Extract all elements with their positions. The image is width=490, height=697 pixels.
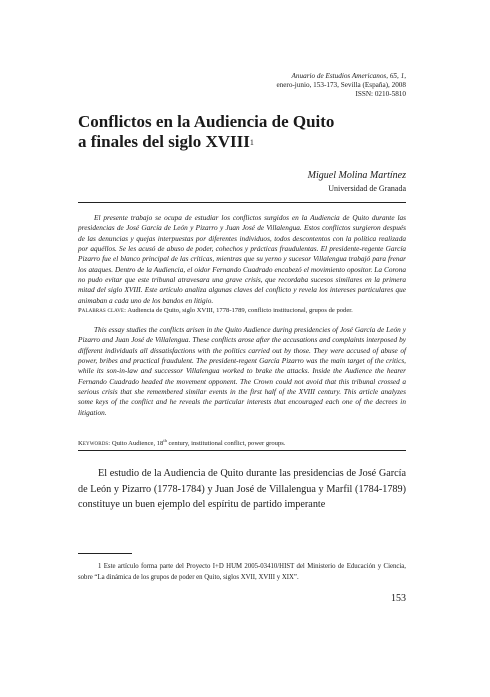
footnote-rule: [78, 553, 132, 554]
keywords-text: Audiencia de Quito, siglo XVIII, 1778-1789, conflicto institucional, grupos de poder.: [127, 307, 353, 314]
abstract-english: This essay studies the conflicts arisen in the Quito Audience during presidencies of José García de León y Pizarro and Juan José de Villalengua. These conflicts arose after the accusations and complaints interposed by different individuals all dissatisfactions with the politics carried out by those. They were accused of abuse of power, bribes and practical fraudulent. The president-regent García Pizarro was the main target of the critics, while its son-in-law and successor Villalengua worked to brake the attacks. Inside the Audience the hearer Fernando Cuadrado headed the movement opponent. The Crown could not avoid that this tribunal crossed a serious crisis that she remembered similar events in the first half of the XVIII century. This article analyzes some keys of the conflict and he reveals the particular interests that encouraged each one of the decrees in litigation.: [78, 325, 406, 417]
author-affiliation: Universidad de Granada: [328, 184, 406, 193]
footnote-marker[interactable]: 1: [249, 138, 254, 147]
keywords-label: Keywords:: [78, 440, 111, 448]
keywords-label: Palabras clave:: [78, 307, 127, 314]
body-paragraph: El estudio de la Audiencia de Quito durante las presidencias de José García de León y Pizarro (1778-1784) y Juan José de Villalengua y Marfil (1784-1789) constituye un buen ejemplo del espíritu de partido imperante: [78, 468, 406, 511]
footnote: 1 Este artículo forma parte del Proyecto I+D HUM 2005-03410/HIST del Ministerio de Educación y Ciencia, sobre “La dinámica de los grupos de poder en Quito, siglos XVII, XVIII y XIX”.: [78, 563, 406, 581]
title-line: Conflictos en la Audiencia de Quito: [78, 112, 335, 131]
journal-citation-line: Anuario de Estudios Americanos, 65, 1,: [291, 72, 406, 80]
abstract-top-rule: [78, 202, 406, 203]
keywords-text: century, institutional conflict, power groups.: [166, 440, 286, 448]
keywords-english: [78, 436, 406, 448]
article-title: [78, 112, 408, 152]
keywords-text: Quito Audience, 18: [111, 440, 164, 448]
page-number: 153: [391, 593, 406, 604]
keywords-spanish: [78, 306, 406, 315]
abstract-spanish: El presente trabajo se ocupa de estudiar los conflictos surgidos en la Audiencia de Quito durante las presidencias de José García de León y Pizarro y Juan José de Villalengua. Estos conflictos surgieron después de las denuncias y quejas interpuestas por diferentes individuos, todos descontentos con la política realizada por aquéllos. Se les acusó de abuso de poder, cohechos y prácticas fraudulentas. El presidente-regente García Pizarro fue el blanco principal de las críticas, mientras que su yerno y sucesor Villalengua trabajó para frenar los ataques. Dentro de la Audiencia, el oidor Fernando Cuadrado encabezó el movimiento opositor. La Corona no pudo evitar que este tribunal atravesara una grave crisis, que recordaba sucesos similares en la primera mitad del siglo XVIII. Este artículo analiza algunas claves del conflicto y revela los intereses particulares que animaban a cada uno de los bandos en litigio.: [78, 213, 406, 305]
journal-citation: [186, 72, 406, 100]
abstract-bottom-rule: [78, 450, 406, 451]
journal-citation-line: enero-junio, 153-173, Sevilla (España), 2008: [276, 81, 406, 90]
keywords-superscript: th: [163, 438, 167, 443]
author-name: Miguel Molina Martínez: [307, 170, 406, 181]
title-line: a finales del siglo XVIII: [78, 132, 250, 151]
journal-citation-line: ISSN: 0210-5810: [355, 90, 406, 99]
